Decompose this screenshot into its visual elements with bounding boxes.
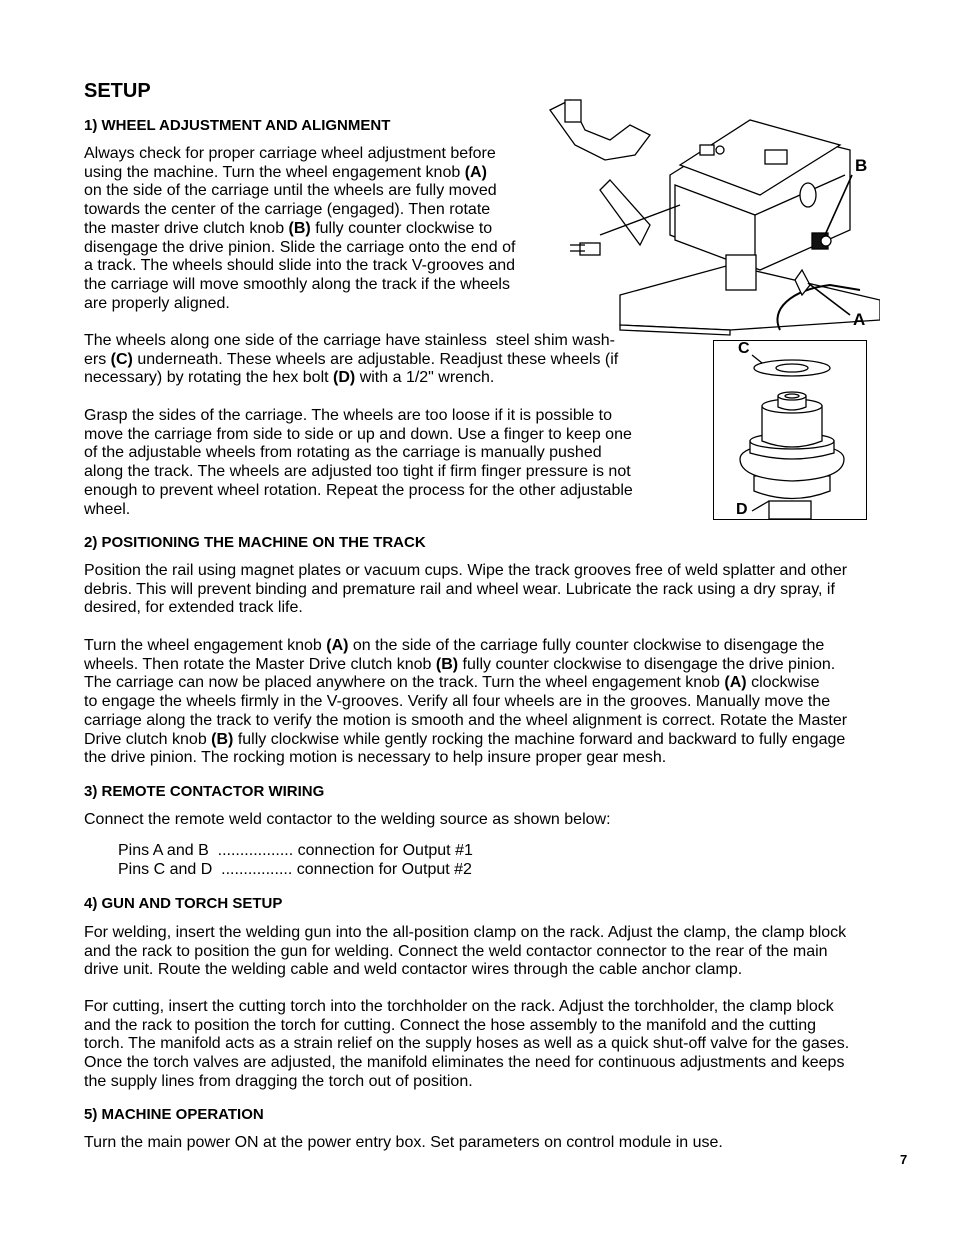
text-run: and the rack to position the gun for welding. Connect the weld contactor connector to the rear of the main (84, 942, 828, 960)
text-run: wheels. Then rotate the Master Drive clutch knob (84, 655, 436, 673)
text-run: Turn the main power ON at the power entry box. Set parameters on control module in use. (84, 1134, 723, 1151)
text-line (84, 351, 618, 370)
text-run: to engage the wheels firmly in the V-grooves. Verify all four wheels are in the grooves. Manually move the (84, 693, 831, 711)
paragraph (84, 998, 849, 1092)
text-line (84, 501, 633, 520)
section-heading: 2) POSITIONING THE MACHINE ON THE TRACK (84, 534, 426, 551)
text-run: and the rack to position the torch for cutting. Connect the hose assembly to the manifold and the cutting (84, 1016, 816, 1034)
text-line (84, 1073, 849, 1092)
section-heading: 5) MACHINE OPERATION (84, 1106, 264, 1123)
pin-line: Pins A and B ................. connection for Output #1 (118, 842, 473, 859)
text-line (84, 257, 515, 276)
text-line (84, 961, 846, 980)
text-run: enough to prevent wheel rotation. Repeat the process for the other adjustable (84, 481, 633, 499)
paragraph (84, 924, 846, 980)
text-run: Grasp the sides of the carriage. The wheels are too loose if it is possible to (84, 407, 612, 424)
text-line (84, 562, 847, 581)
text-run: Turn the wheel engagement knob (84, 637, 327, 654)
text-line (84, 637, 847, 656)
text-run: carriage along the track to verify the motion is smooth and the wheel alignment is correct. Rotate the Master (84, 711, 848, 729)
text-line (84, 731, 847, 750)
text-run: the master drive clutch knob (84, 219, 289, 237)
paragraph (84, 562, 847, 618)
text-run: underneath. These wheels are adjustable. Readjust these wheels (if (132, 350, 619, 368)
text-run: desired, for extended track life. (84, 599, 303, 617)
text-run: debris. This will prevent binding and premature rail and wheel wear. Lubricate the rack using a dry spray, if (84, 580, 835, 598)
section-heading: 1) WHEEL ADJUSTMENT AND ALIGNMENT (84, 117, 391, 134)
wheel-shim-illustration (714, 341, 866, 519)
page-title: SETUP (84, 80, 151, 102)
text-run: the supply lines from dragging the torch out of position. (84, 1072, 473, 1090)
text-run: move the carriage from side to side or up and down. Use a finger to keep one (84, 425, 632, 443)
text-line (84, 463, 633, 482)
pin-line: Pins C and D ................ connection for Output #2 (118, 861, 472, 878)
text-line (84, 407, 633, 426)
figure-label-d: D (736, 501, 748, 518)
figure-label-a: A (853, 310, 866, 329)
text-line (84, 811, 611, 830)
paragraph (84, 637, 847, 768)
text-run: The wheels along one side of the carriage have stainless steel shim wash- (84, 332, 615, 349)
text-run: on the side of the carriage fully counter clockwise to disengage the (348, 637, 825, 654)
text-run: of the adjustable wheels from rotating as the carriage is manually pushed (84, 444, 602, 462)
text-run: necessary) by rotating the hex bolt (84, 369, 334, 387)
text-run: the drive pinion. The rocking motion is necessary to help insure proper gear mesh. (84, 749, 667, 767)
text-run: using the machine. Turn the wheel engagement knob (84, 163, 465, 181)
text-run: clockwise (746, 674, 820, 692)
text-run: The carriage can now be placed anywhere on the track. Turn the wheel engagement knob (84, 674, 725, 692)
text-run: drive unit. Route the welding cable and weld contactor wires through the cable anchor clamp. (84, 961, 743, 979)
figure-label-c: C (738, 340, 750, 357)
paragraph (84, 407, 633, 519)
text-line (84, 1017, 849, 1036)
figure-label-b: B (855, 156, 868, 175)
bold-reference: (A) (724, 674, 747, 692)
bold-reference: (B) (211, 730, 234, 748)
text-line (84, 998, 849, 1017)
text-line (84, 295, 515, 314)
text-line (84, 1035, 849, 1054)
text-run: fully clockwise while gently rocking the machine forward and backward to fully engage (233, 730, 846, 748)
carriage-illustration (540, 95, 880, 340)
text-run: For cutting, insert the cutting torch into the torchholder on the rack. Adjust the torchholder, the clamp block (84, 998, 834, 1015)
paragraph (84, 811, 611, 830)
section-heading: 4) GUN AND TORCH SETUP (84, 895, 283, 912)
text-line (84, 749, 847, 768)
text-line (84, 1134, 723, 1153)
text-run: torch. The manifold acts as a strain relief on the supply hoses as well as a quick shut-off valve for the gases. (84, 1035, 850, 1053)
text-run: with a 1/2" wrench. (355, 369, 495, 387)
text-line (84, 426, 633, 445)
bold-reference: (A) (326, 637, 349, 654)
text-run: disengage the drive pinion. Slide the carriage onto the end of (84, 238, 516, 256)
text-line (84, 693, 847, 712)
section-heading: 3) REMOTE CONTACTOR WIRING (84, 783, 325, 800)
bold-reference: (A) (464, 163, 487, 181)
paragraph (84, 1134, 723, 1153)
text-run: Position the rail using magnet plates or vacuum cups. Wipe the track grooves free of weld splatter and other (84, 562, 848, 579)
text-run: along the track. The wheels are adjusted too tight if firm finger pressure is not (84, 463, 631, 481)
text-line (84, 599, 847, 618)
text-line (84, 581, 847, 600)
text-line (84, 943, 846, 962)
text-run: fully counter clockwise to (310, 219, 493, 237)
text-run: a track. The wheels should slide into the track V-grooves and (84, 257, 516, 275)
wheel-inset-figure (713, 340, 867, 520)
text-line (84, 712, 847, 731)
text-line (84, 220, 515, 239)
text-line (84, 444, 633, 463)
text-line (84, 369, 618, 388)
bold-reference: (B) (435, 655, 459, 673)
text-run: towards the center of the carriage (engaged). Then rotate (84, 201, 491, 219)
text-run: are properly aligned. (84, 294, 230, 312)
text-run: Always check for proper carriage wheel adjustment before (84, 145, 496, 162)
text-line (84, 924, 846, 943)
text-line (84, 276, 515, 295)
text-run: the carriage will move smoothly along the track if the wheels (84, 275, 510, 293)
text-line (84, 482, 633, 501)
bold-reference: (B) (288, 219, 311, 237)
text-run: For welding, insert the welding gun into the all-position clamp on the rack. Adjust the clamp, the clamp block (84, 924, 847, 941)
text-run: Drive clutch knob (84, 730, 212, 748)
text-line (84, 182, 515, 201)
text-run: fully counter clockwise to disengage the drive pinion. (458, 655, 836, 673)
text-line (84, 201, 515, 220)
text-line (84, 674, 847, 693)
paragraph (84, 145, 515, 313)
text-line (84, 1054, 849, 1073)
page-number: 7 (900, 1152, 908, 1167)
bold-reference: (D) (333, 369, 356, 387)
text-run: ers (84, 350, 111, 368)
text-line (84, 145, 515, 164)
paragraph (84, 332, 618, 388)
text-run: Connect the remote weld contactor to the welding source as shown below: (84, 811, 611, 828)
text-line (84, 656, 847, 675)
text-line (84, 164, 515, 183)
text-run: wheel. (84, 500, 131, 518)
text-line (84, 239, 515, 258)
text-run: Once the torch valves are adjusted, the manifold eliminates the need for continuous adjustments and keeps (84, 1054, 845, 1072)
bold-reference: (C) (110, 350, 133, 368)
text-run: on the side of the carriage until the wheels are fully moved (84, 182, 497, 200)
text-line (84, 332, 618, 351)
